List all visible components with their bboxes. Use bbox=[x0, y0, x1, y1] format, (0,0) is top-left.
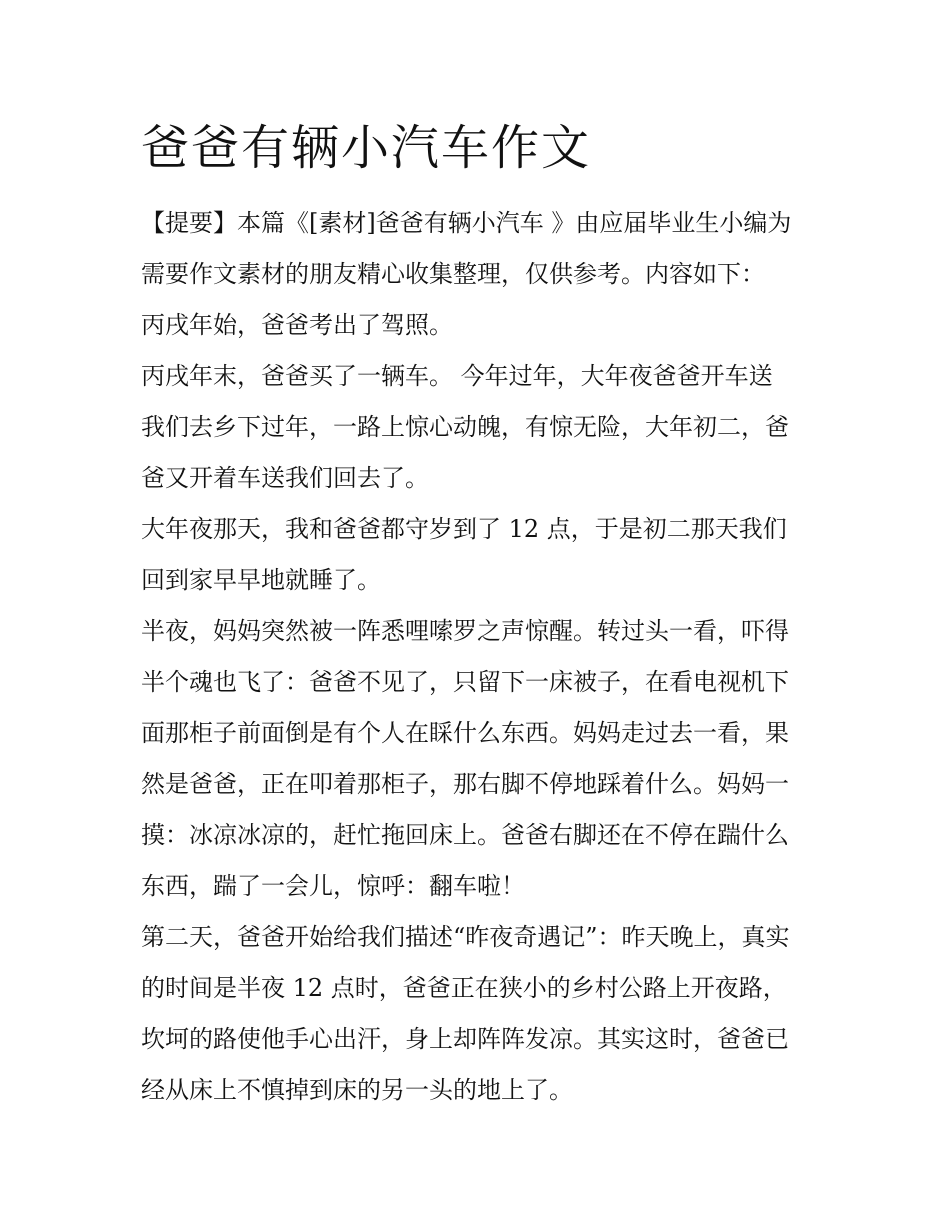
text-line: 东西，踹了一会儿，惊呼：翻车啦！ bbox=[141, 872, 525, 900]
text-line: 回到家早早地就睡了。 bbox=[141, 566, 381, 594]
text-line: 经从床上不慎掉到床的另一头的地上了。 bbox=[141, 1076, 573, 1104]
text-line: 丙戌年始，爸爸考出了驾照。 bbox=[141, 311, 453, 339]
text-line: 半个魂也飞了：爸爸不见了，只留下一床被子，在看电视机下 bbox=[141, 668, 789, 696]
document-title: 爸爸有辆小汽车作文 bbox=[141, 120, 592, 176]
text-line: 半夜，妈妈突然被一阵悉哩嗦罗之声惊醒。转过头一看，吓得 bbox=[141, 617, 789, 645]
text-line: 面那柜子前面倒是有个人在睬什么东西。妈妈走过去一看，果 bbox=[141, 719, 789, 747]
text-line: 爸又开着车送我们回去了。 bbox=[141, 464, 429, 492]
text-line: 坎坷的路使他手心出汗，身上却阵阵发凉。其实这时，爸爸已 bbox=[141, 1025, 789, 1053]
text-line: 大年夜那天，我和爸爸都守岁到了 12 点，于是初二那天我们 bbox=[141, 515, 787, 543]
text-line: 需要作文素材的朋友精心收集整理，仅供参考。内容如下： bbox=[141, 260, 765, 288]
text-line: 的时间是半夜 12 点时，爸爸正在狭小的乡村公路上开夜路， bbox=[141, 974, 787, 1002]
text-line: 摸：冰凉冰凉的，赶忙拖回床上。爸爸右脚还在不停在踹什么 bbox=[141, 821, 789, 849]
text-line: 丙戌年末，爸爸买了一辆车。 今年过年，大年夜爸爸开车送 bbox=[141, 362, 773, 390]
text-line: 【提要】本篇《[素材]爸爸有辆小汽车 》由应届毕业生小编为 bbox=[141, 209, 792, 237]
text-line: 我们去乡下过年，一路上惊心动魄，有惊无险，大年初二，爸 bbox=[141, 413, 789, 441]
document-body bbox=[141, 198, 816, 1116]
text-line: 然是爸爸，正在叩着那柜子，那右脚不停地踩着什么。妈妈一 bbox=[141, 770, 789, 798]
text-line: 第二天，爸爸开始给我们描述“昨夜奇遇记”：昨天晚上，真实 bbox=[141, 923, 790, 951]
